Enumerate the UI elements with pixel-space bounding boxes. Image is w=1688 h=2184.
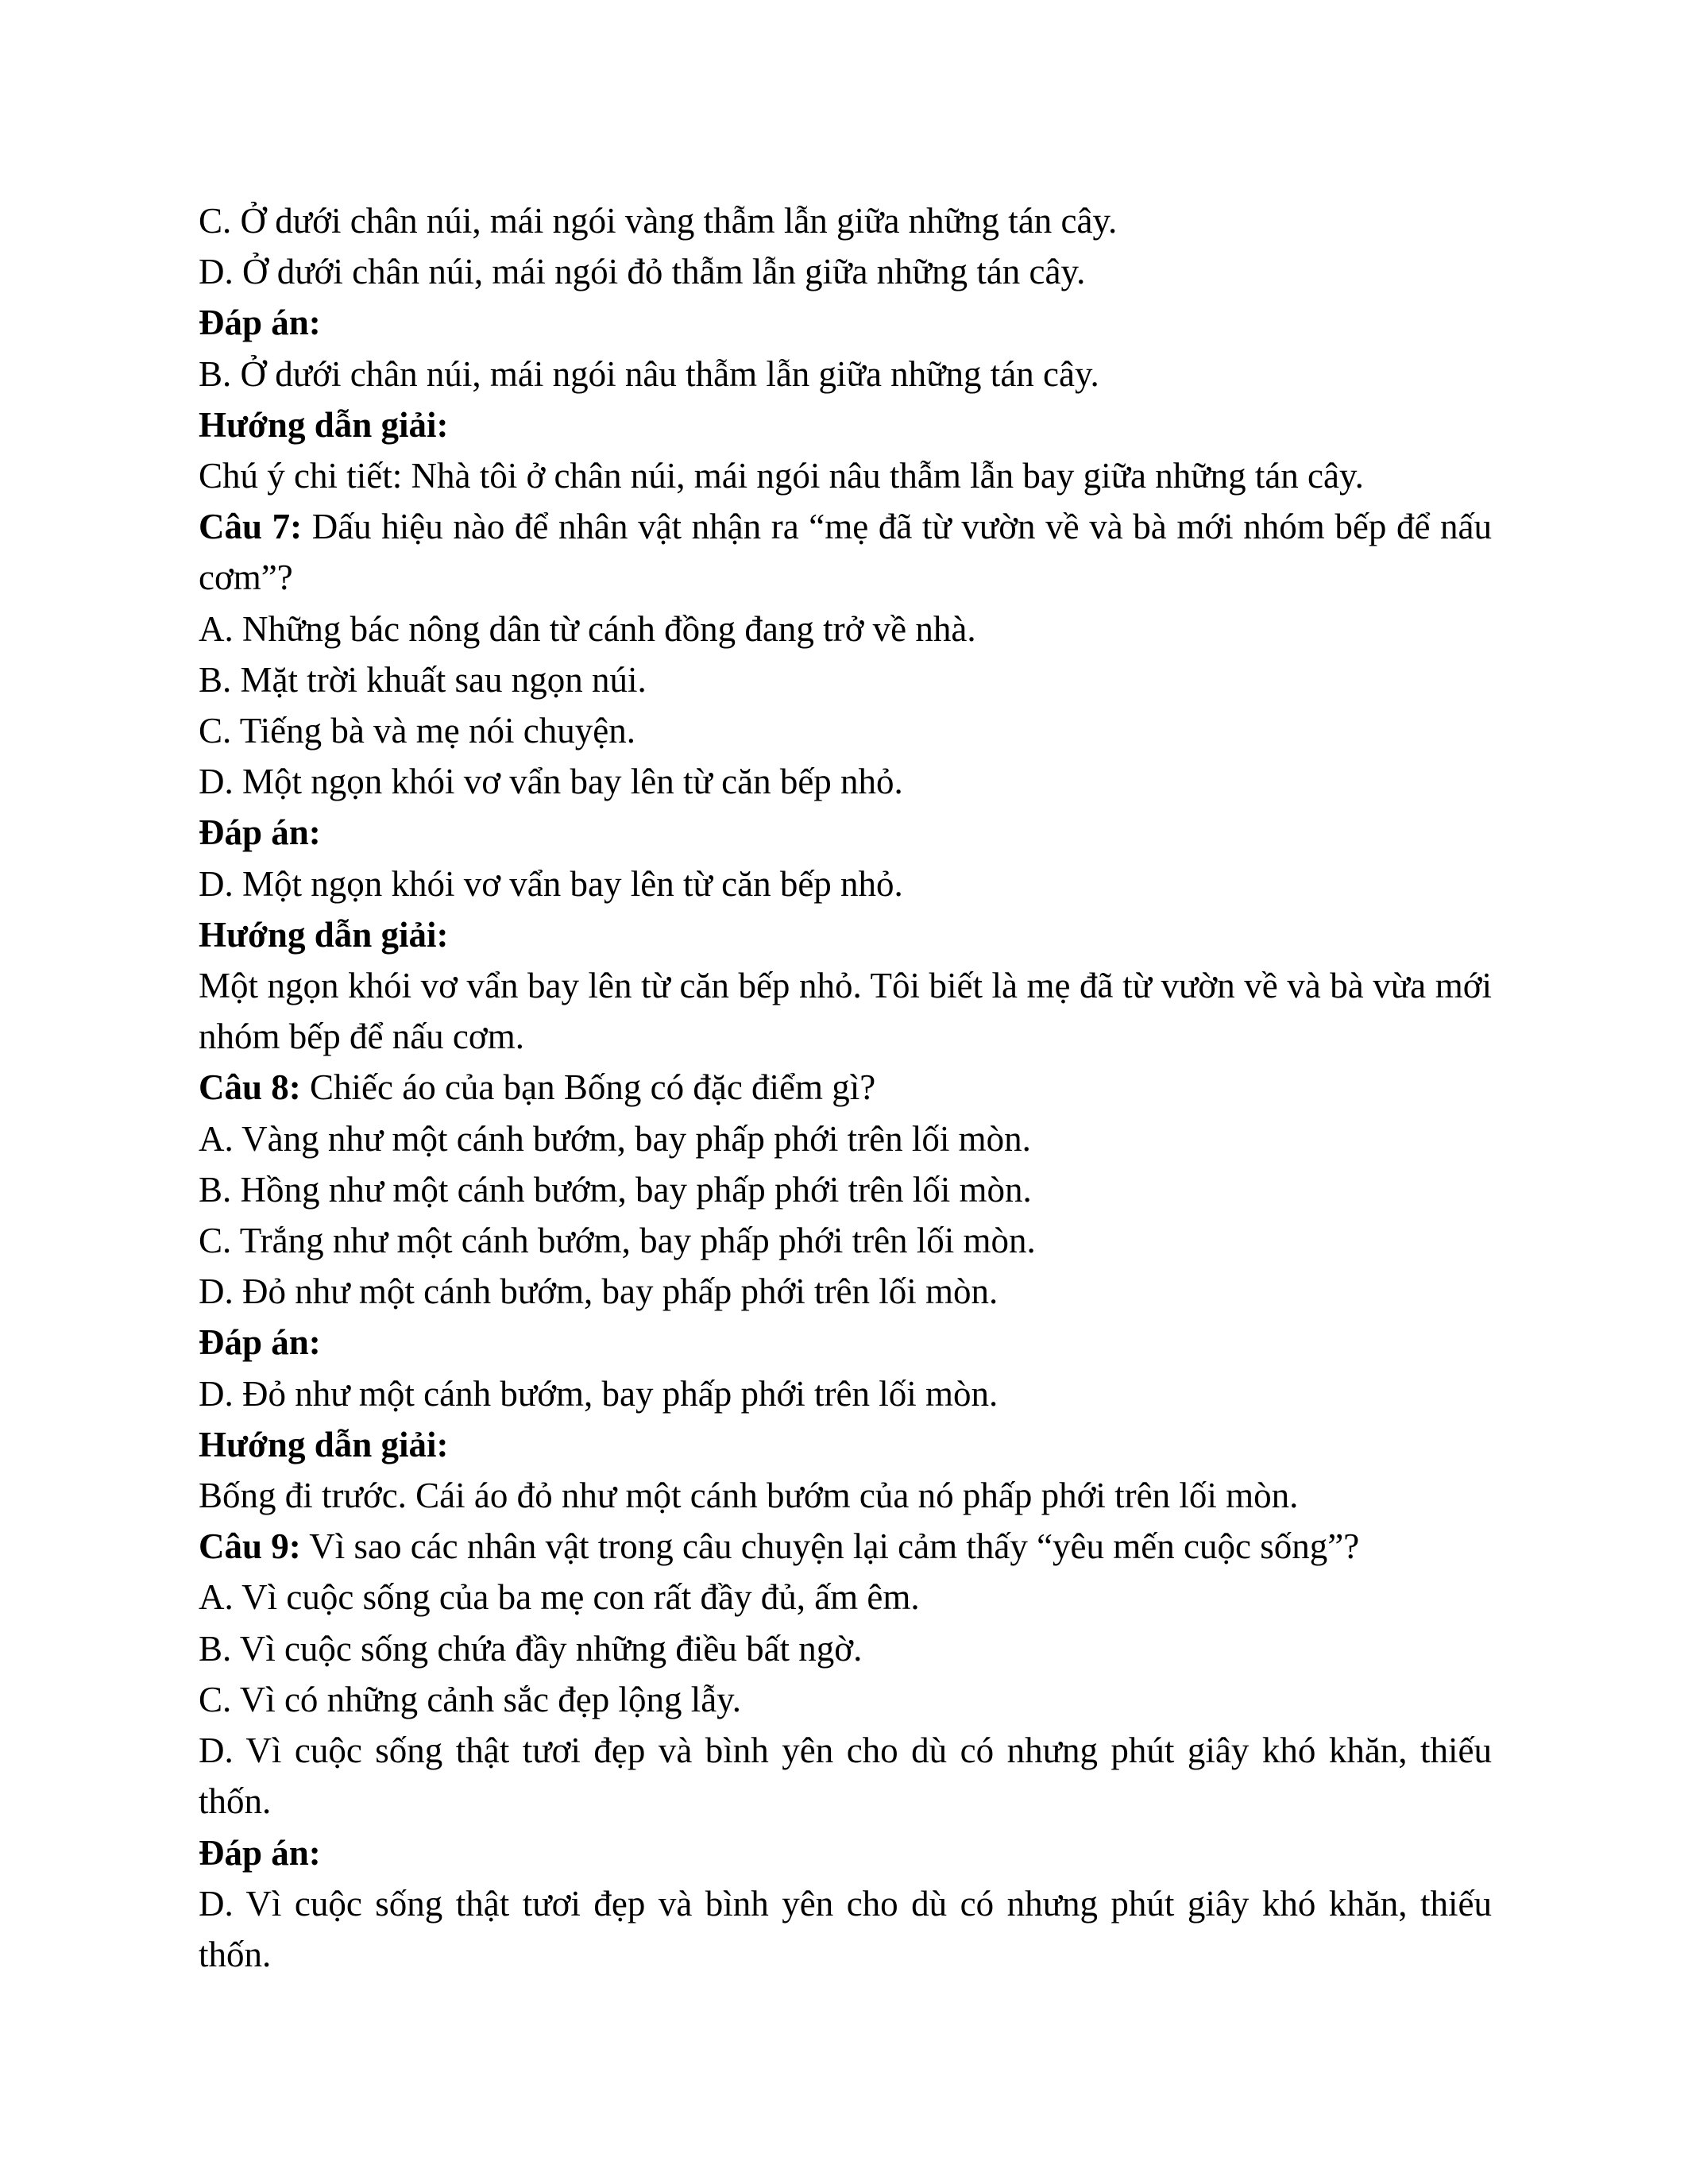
answer-option: B. Mặt trời khuất sau ngọn núi. [199,659,647,700]
answer-option: C. Trắng như một cánh bướm, bay phấp phới trên lối mòn. [199,1221,1036,1261]
answer-option: B. Hồng như một cánh bướm, bay phấp phới trên lối mòn. [199,1169,1032,1210]
correct-answer: D. Một ngọn khói vơ vẩn bay lên từ căn bếp nhỏ. [199,863,903,904]
answer-option: D. Vì cuộc sống thật tươi đẹp và bình yên cho dù có nhưng phút giây khó khăn, thiếu thốn. [199,1731,1492,1822]
answer-option: C. Vì có những cảnh sắc đẹp lộng lẫy. [199,1679,741,1719]
answer-option: D. Đỏ như một cánh bướm, bay phấp phới trên lối mòn. [199,1271,999,1312]
question-9 [199,1521,1492,1572]
solution-heading: Hướng dẫn giải: [199,914,449,955]
question-8 [199,1062,1492,1113]
answer-heading: Đáp án: [199,812,321,853]
solution-text: Một ngọn khói vơ vẩn bay lên từ căn bếp nhỏ. Tôi biết là mẹ đã từ vườn về và bà vừa mới nhóm bếp để nấu cơm. [199,966,1492,1057]
question-7 [199,501,1492,603]
document-body [199,195,1492,1980]
question-text: Dấu hiệu nào để nhân vật nhận ra “mẹ đã từ vườn về và bà mới nhóm bếp để nấu cơm”? [199,507,1492,598]
answer-option: A. Vì cuộc sống của ba mẹ con rất đầy đủ, ấm êm. [199,1577,920,1618]
solution-text: Chú ý chi tiết: Nhà tôi ở chân núi, mái ngói nâu thẫm lẫn bay giữa những tán cây. [199,456,1364,496]
answer-heading: Đáp án: [199,1832,321,1873]
solution-text: Bống đi trước. Cái áo đỏ như một cánh bướm của nó phấp phới trên lối mòn. [199,1476,1299,1516]
question-label: Câu 9: [199,1526,301,1567]
correct-answer: D. Đỏ như một cánh bướm, bay phấp phới trên lối mòn. [199,1373,999,1414]
answer-option: C. Tiếng bà và mẹ nói chuyện. [199,711,635,751]
correct-answer: D. Vì cuộc sống thật tươi đẹp và bình yên cho dù có nhưng phút giây khó khăn, thiếu thốn. [199,1883,1492,1974]
question-text: Vì sao các nhân vật trong câu chuyện lại cảm thấy “yêu mến cuộc sống”? [300,1526,1360,1567]
question-label: Câu 7: [199,507,303,547]
question-label: Câu 8: [199,1067,301,1108]
answer-option: D. Ở dưới chân núi, mái ngói đỏ thẫm lẫn giữa những tán cây. [199,252,1086,292]
correct-answer: B. Ở dưới chân núi, mái ngói nâu thẫm lẫn giữa những tán cây. [199,353,1099,394]
answer-option: A. Những bác nông dân từ cánh đồng đang trở về nhà. [199,608,976,649]
solution-heading: Hướng dẫn giải: [199,1424,449,1464]
answer-option: D. Một ngọn khói vơ vẩn bay lên từ căn bếp nhỏ. [199,762,903,802]
question-text: Chiếc áo của bạn Bống có đặc điểm gì? [300,1067,876,1108]
solution-heading: Hướng dẫn giải: [199,404,449,445]
answer-option: C. Ở dưới chân núi, mái ngói vàng thẫm lẫn giữa những tán cây. [199,201,1118,241]
answer-option: A. Vàng như một cánh bướm, bay phấp phới trên lối mòn. [199,1118,1031,1159]
answer-heading: Đáp án: [199,303,321,343]
answer-option: B. Vì cuộc sống chứa đầy những điều bất ngờ. [199,1628,863,1669]
answer-heading: Đáp án: [199,1322,321,1363]
